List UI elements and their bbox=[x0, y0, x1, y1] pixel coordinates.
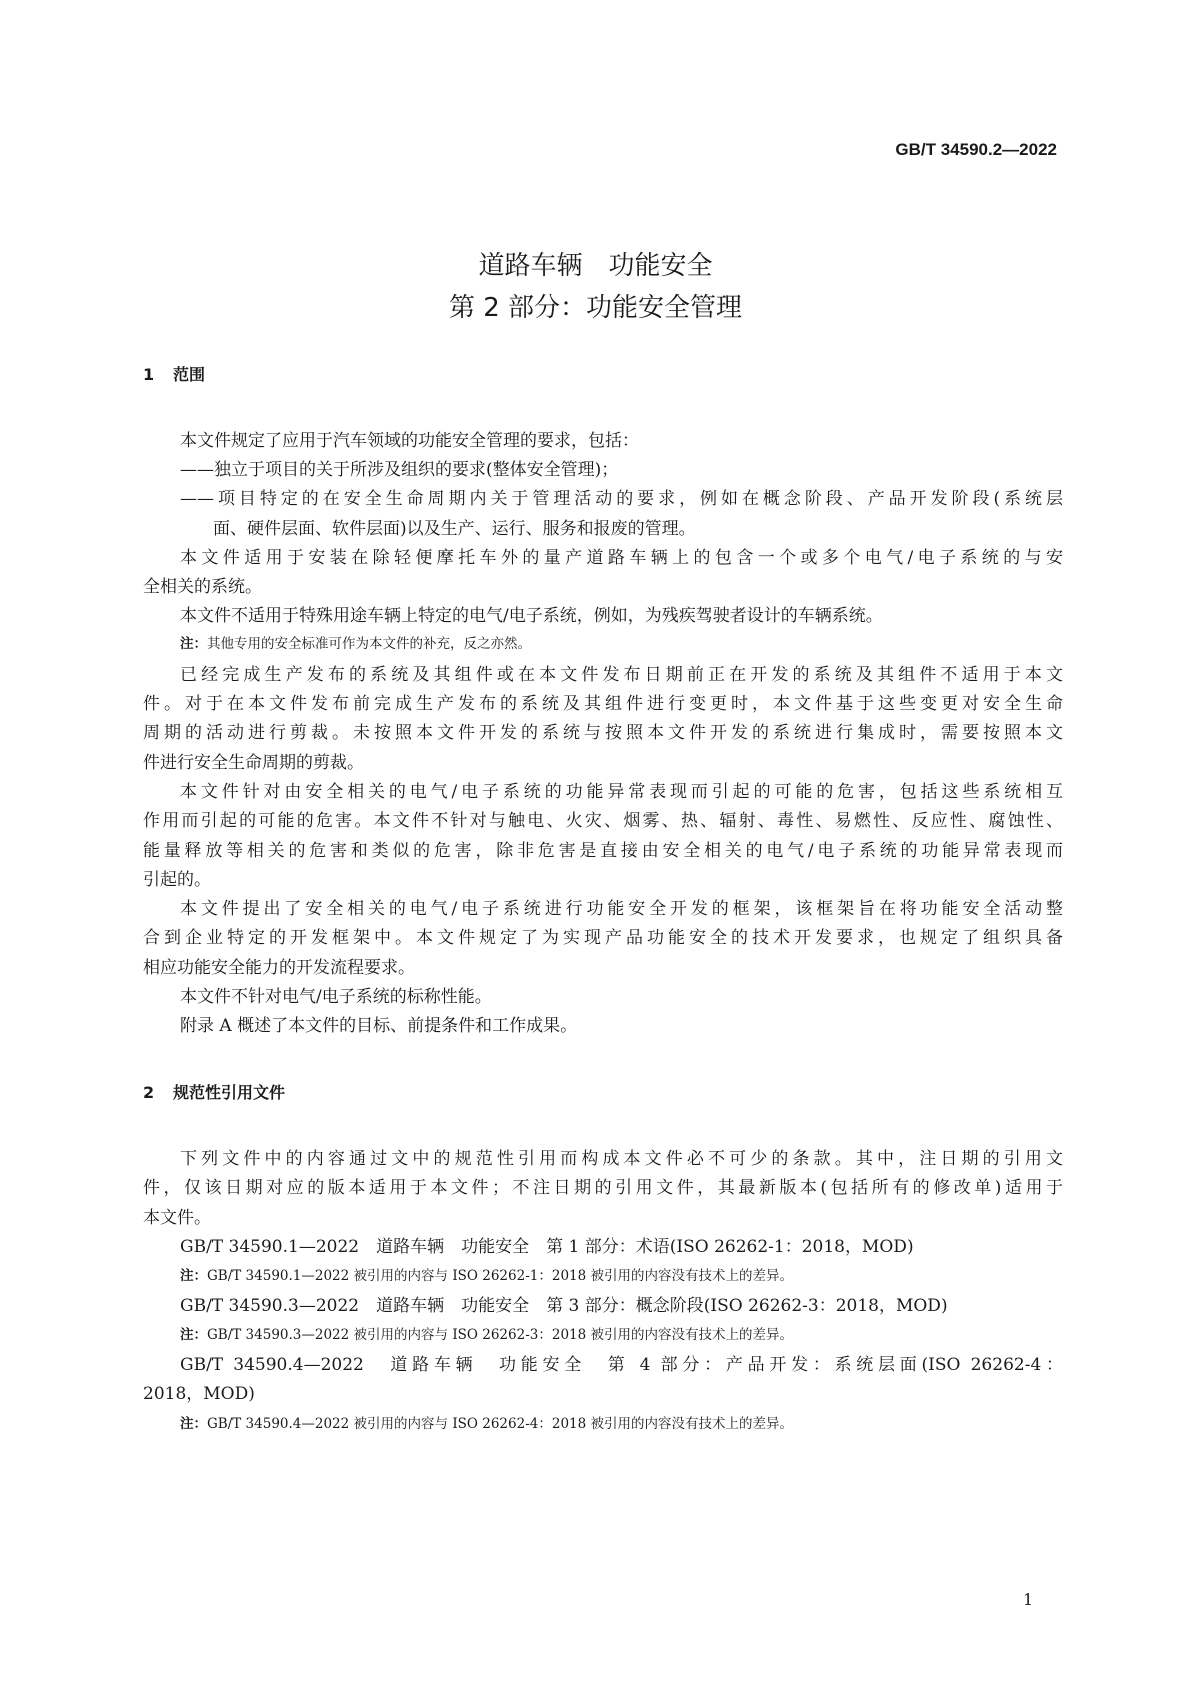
note-label: 注： bbox=[180, 1327, 207, 1343]
paragraph-line: 件。对于在本文件发布前完成生产发布的系统及其组件进行变更时，本文件基于这些变更对安全生命 bbox=[143, 694, 1063, 714]
paragraph-line: 合到企业特定的开发框架中。本文件规定了为实现产品功能安全的技术开发要求，也规定了组织具备 bbox=[143, 928, 1063, 948]
reference-entry: GB/T 34590.1—2022 道路车辆 功能安全 第 1 部分：术语(ISO 26262-1：2018，MOD) bbox=[180, 1237, 914, 1257]
paragraph-line: 件，仅该日期对应的版本适用于本文件；不注日期的引用文件，其最新版本(包括所有的修改单)适用于 bbox=[143, 1178, 1063, 1198]
note bbox=[180, 1264, 793, 1284]
standard-number: GB/T 34590.2—2022 bbox=[895, 140, 1057, 159]
paragraph-line: 下列文件中的内容通过文中的规范性引用而构成本文件必不可少的条款。其中，注日期的引用文 bbox=[180, 1149, 1063, 1169]
paragraph-line: 相应功能安全能力的开发流程要求。 bbox=[143, 958, 415, 978]
list-item: ——独立于项目的关于所涉及组织的要求(整体安全管理)； bbox=[180, 460, 619, 480]
note bbox=[180, 632, 531, 652]
paragraph-line: 周期的活动进行剪裁。未按照本文件开发的系统与按照本文件开发的系统进行集成时，需要按照本文 bbox=[143, 723, 1063, 743]
document-subtitle: 第 2 部分：功能安全管理 bbox=[448, 293, 743, 323]
note bbox=[180, 1323, 793, 1343]
note-text: GB/T 34590.3—2022 被引用的内容与 ISO 26262-3：2018 被引用的内容没有技术上的差异。 bbox=[207, 1327, 793, 1343]
document-title: 道路车辆 功能安全 bbox=[478, 251, 713, 281]
paragraph-line: 作用而引起的可能的危害。本文件不针对与触电、火灾、烟雾、热、辐射、毒性、易燃性、反应性、腐蚀性、 bbox=[143, 811, 1063, 831]
reference-entry-continuation: 2018，MOD) bbox=[143, 1384, 255, 1404]
reference-entry: GB/T 34590.4—2022 道路车辆 功能安全 第 4 部分：产品开发：系统层面(ISO 26262-4： bbox=[180, 1355, 1063, 1375]
page-number: 1 bbox=[1023, 1590, 1034, 1609]
paragraph-line: 件进行安全生命周期的剪裁。 bbox=[143, 753, 364, 773]
paragraph-line: 已经完成生产发布的系统及其组件或在本文件发布日期前正在开发的系统及其组件不适用于本文 bbox=[180, 665, 1063, 685]
paragraph-line: 能量释放等相关的危害和类似的危害，除非危害是直接由安全相关的电气/电子系统的功能异常表现而 bbox=[143, 841, 1063, 861]
paragraph-line: 本文件提出了安全相关的电气/电子系统进行功能安全开发的框架，该框架旨在将功能安全活动整 bbox=[180, 899, 1063, 919]
list-item-continuation: 面、硬件层面、软件层面)以及生产、运行、服务和报废的管理。 bbox=[213, 519, 696, 539]
note-label: 注： bbox=[180, 636, 207, 652]
paragraph-line: 全相关的系统。 bbox=[143, 577, 262, 597]
paragraph-line: 本文件规定了应用于汽车领域的功能安全管理的要求，包括： bbox=[180, 431, 639, 451]
section-heading-scope bbox=[143, 362, 205, 385]
list-item: ——项目特定的在安全生命周期内关于管理活动的要求，例如在概念阶段、产品开发阶段(系统层 bbox=[180, 489, 1063, 509]
note-text: GB/T 34590.4—2022 被引用的内容与 ISO 26262-4：2018 被引用的内容没有技术上的差异。 bbox=[207, 1416, 793, 1432]
note-text: 其他专用的安全标准可作为本文件的补充，反之亦然。 bbox=[207, 636, 531, 652]
paragraph-line: 本文件针对由安全相关的电气/电子系统的功能异常表现而引起的可能的危害，包括这些系统相互 bbox=[180, 782, 1063, 802]
note-text: GB/T 34590.1—2022 被引用的内容与 ISO 26262-1：2018 被引用的内容没有技术上的差异。 bbox=[207, 1268, 793, 1284]
section-title: 规范性引用文件 bbox=[173, 1083, 286, 1102]
paragraph-line: 附录 A 概述了本文件的目标、前提条件和工作成果。 bbox=[180, 1016, 578, 1036]
section-number: 2 bbox=[143, 1083, 155, 1102]
section-title: 范围 bbox=[173, 365, 206, 384]
paragraph-line: 本文件适用于安装在除轻便摩托车外的量产道路车辆上的包含一个或多个电气/电子系统的与安 bbox=[180, 548, 1063, 568]
paragraph-line: 引起的。 bbox=[143, 870, 211, 890]
note-label: 注： bbox=[180, 1416, 207, 1432]
paragraph-line: 本文件不针对电气/电子系统的标称性能。 bbox=[180, 987, 492, 1007]
paragraph-line: 本文件。 bbox=[143, 1208, 211, 1228]
note-label: 注： bbox=[180, 1268, 207, 1284]
reference-entry: GB/T 34590.3—2022 道路车辆 功能安全 第 3 部分：概念阶段(ISO 26262-3：2018，MOD) bbox=[180, 1296, 948, 1316]
section-heading-normative-references bbox=[143, 1080, 285, 1103]
note bbox=[180, 1412, 793, 1432]
paragraph-line: 本文件不适用于特殊用途车辆上特定的电气/电子系统，例如，为残疾驾驶者设计的车辆系统。 bbox=[180, 606, 883, 626]
section-number: 1 bbox=[143, 365, 155, 384]
